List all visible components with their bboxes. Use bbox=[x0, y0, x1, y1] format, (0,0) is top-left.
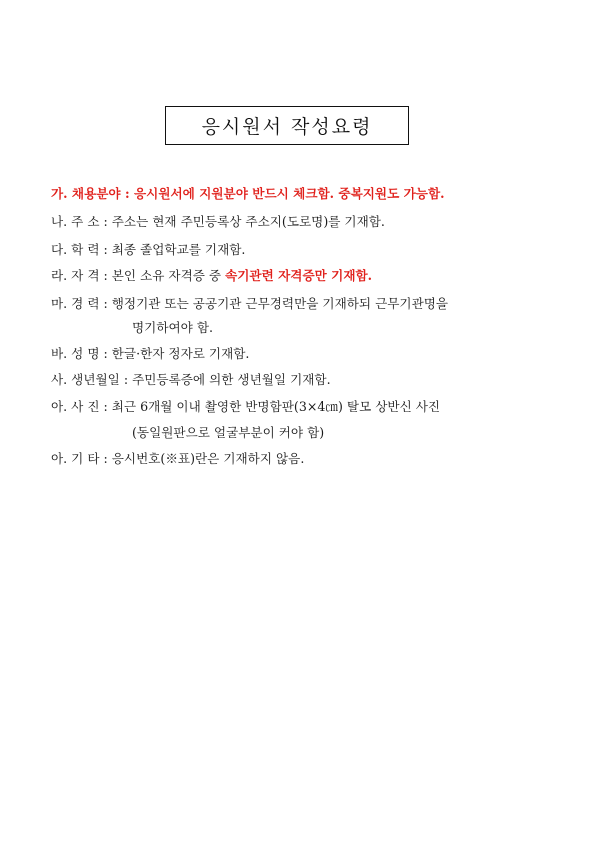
item-photo: 아. 사 진 : 최근 6개월 이내 촬영한 반명함판(3×4㎝) 탈모 상반신 사진 bbox=[51, 399, 441, 414]
item-address: 나. 주 소 : 주소는 현재 주민등록상 주소지(도로명)를 기재함. bbox=[51, 214, 385, 229]
item-qualification-emphasis: 속기관련 자격증만 기재함. bbox=[225, 268, 373, 283]
item-education: 다. 학 력 : 최종 졸업학교를 기재함. bbox=[51, 242, 246, 257]
item-career-continued: 명기하여야 함. bbox=[132, 320, 213, 335]
item-name: 바. 성 명 : 한글·한자 정자로 기재함. bbox=[51, 346, 250, 361]
title-box bbox=[165, 106, 409, 145]
item-photo-continued: (동일원판으로 얼굴부분이 커야 함) bbox=[132, 425, 325, 440]
item-recruitment-field: 가. 채용분야 : 응시원서에 지원분야 반드시 체크함. 중복지원도 가능함. bbox=[51, 186, 445, 201]
page-title: 응시원서 작성요령 bbox=[201, 116, 373, 138]
item-career: 마. 경 력 : 행정기관 또는 공공기관 근무경력만을 기재하되 근무기관명을 bbox=[51, 296, 449, 311]
item-qualification-label: 라. 자 격 : 본인 소유 자격증 중 bbox=[51, 268, 226, 283]
item-qualification bbox=[51, 268, 372, 284]
item-birthdate: 사. 생년월일 : 주민등록증에 의한 생년월일 기재함. bbox=[51, 372, 331, 387]
item-other: 아. 기 타 : 응시번호(※표)란은 기재하지 않음. bbox=[51, 451, 305, 466]
